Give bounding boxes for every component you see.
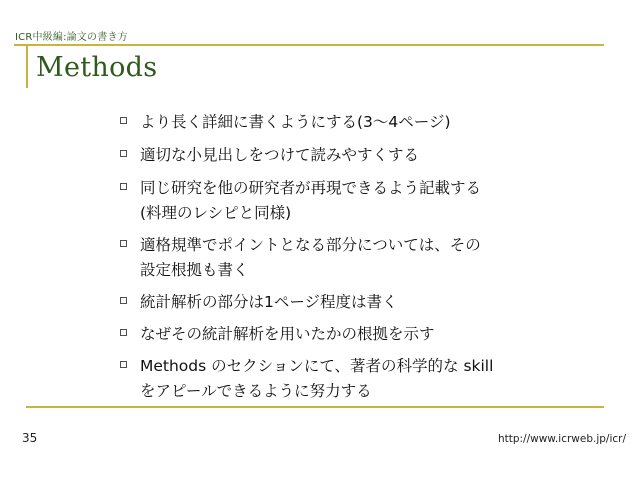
bullet-text [140, 354, 540, 404]
top-divider [14, 44, 604, 46]
square-bullet-icon [120, 150, 127, 157]
bullet-line: 統計解析の部分は1ページ程度は書く [140, 293, 398, 311]
bullet-text [140, 143, 540, 168]
bullet-text [140, 233, 540, 283]
slide-title: Methods [36, 52, 158, 83]
square-bullet-icon [120, 117, 127, 124]
bullet-text [140, 110, 540, 135]
square-bullet-icon [120, 361, 127, 368]
bullet-line: 同じ研究を他の研究者が再現できるよう記載する [140, 179, 482, 197]
footer-url: http://www.icrweb.jp/icr/ [497, 433, 626, 445]
bullet-text [140, 290, 540, 315]
bullet-text [140, 176, 540, 226]
bullet-line: 設定根拠も書く [140, 261, 249, 279]
bullet-line: Methods のセクションにて、著者の科学的な skill [140, 357, 494, 375]
square-bullet-icon [120, 183, 127, 190]
bullet-line: 適切な小見出しをつけて読みやすくする [140, 146, 420, 164]
square-bullet-icon [120, 297, 127, 304]
title-accent-bar [26, 46, 28, 88]
square-bullet-icon [120, 329, 127, 336]
bullet-line: より長く詳細に書くようにする(3〜4ページ) [140, 113, 451, 131]
square-bullet-icon [120, 240, 127, 247]
bottom-divider [26, 406, 604, 408]
page-number: 35 [22, 431, 38, 445]
bullet-line: をアピールできるように努力する [140, 382, 372, 400]
bullet-line: 適格規準でポイントとなる部分については、その [140, 236, 481, 254]
bullet-line: なぜその統計解析を用いたかの根拠を示す [140, 325, 435, 343]
bullet-text [140, 322, 540, 347]
bullet-line: (料理のレシピと同様) [140, 204, 292, 222]
section-label: ICR中級編:論文の書き方 [15, 32, 128, 43]
